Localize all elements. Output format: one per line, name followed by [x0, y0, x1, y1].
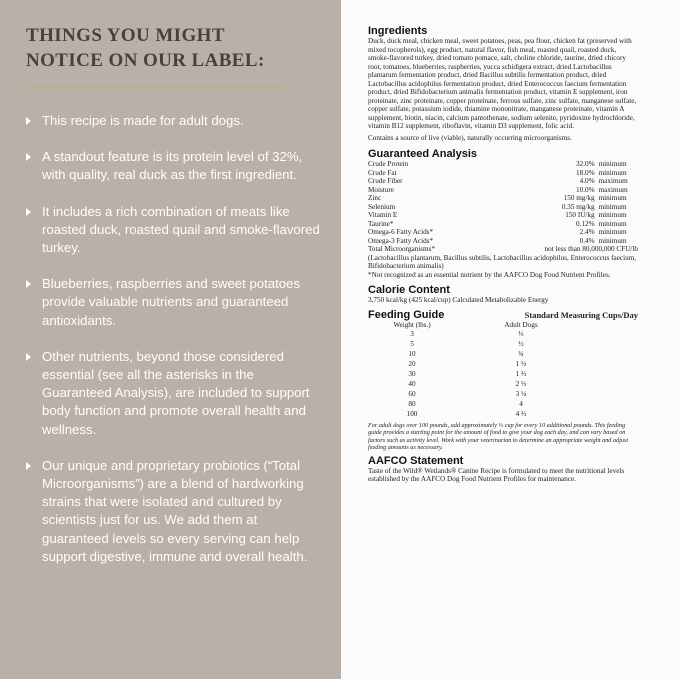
nutrient-qualifier: minimum — [598, 219, 627, 228]
nutrient-value: 0.12% — [576, 219, 595, 228]
bullet-item — [26, 112, 326, 130]
feeding-table — [368, 321, 638, 420]
cups-cell: 1 ⅓ — [515, 360, 527, 368]
ingredients-text: Duck, duck meal, chicken meal, sweet potatoes, peas, pea flour, chicken fat (preserved with mixed tocopherols), egg product, natural flavor, fish meal, roasted quail, roasted duck, smoke-flavored turkey, dried tomato pomace, salt, choline chloride, taurine, dried chicory root, tomatoes, blueberries, raspberries, yucca schidigera extract, dried Lactobacillus plantarum fermentation product, dried Bacillus subtilis fermentation product, dried Lactobacillus acidophilus fermentation product, dried Enterococcus faecium fermentation product, dried Bifidobacterium animalis fermentation product, vitamin E supplement, iron proteinate, zinc proteinate, copper proteinate, ferrous sulfate, zinc sulfate, manganese sulfate, copper sulfate, potassium iodide, thiamine mononitrate, manganese proteinate, vitamin A supplement, biotin, niacin, calcium pantothenate, sodium selenite, pyridoxine hydrochloride, vitamin B12 supplement, riboflavin, vitamin D3 supplement, folic acid. — [368, 37, 637, 130]
table-row — [368, 177, 638, 186]
table-row — [368, 409, 638, 419]
nutrient-qualifier: maximum — [598, 185, 628, 194]
cups-cell: 3 ¼ — [515, 390, 527, 398]
nutrient-value: 0.35 mg/kg — [561, 202, 595, 211]
live-microorganisms-note: Contains a source of live (viable), naturally occurring microorganisms. — [368, 133, 572, 142]
table-row — [368, 359, 638, 369]
weight-cell: 40 — [408, 380, 416, 388]
aafco-footnote: *Not recognized as an essential nutrient by the AAFCO Dog Food Nutrient Profiles. — [368, 270, 611, 279]
title-line-1: THINGS YOU MIGHT — [26, 25, 225, 46]
nutrient-qualifier: minimum — [598, 168, 627, 177]
triangle-bullet-icon — [26, 208, 31, 216]
bullet-text: Blueberries, raspberries and sweet potatoes provide valuable nutrients and guaranteed antioxidants. — [42, 276, 301, 328]
nutrient-value: 150 IU/kg — [565, 211, 595, 219]
bullet-item — [26, 148, 326, 184]
triangle-bullet-icon — [26, 280, 31, 288]
ingredients-heading: Ingredients — [368, 25, 428, 37]
nutrient-name: Zinc — [368, 194, 382, 202]
nutrient-value: 0.4% — [579, 236, 595, 245]
cups-cell: 4 ⅔ — [515, 410, 527, 418]
feeding-table-header — [368, 321, 638, 330]
bullet-text: A standout feature is its protein level of 32%, with quality, real duck as the first ingredient. — [42, 149, 303, 183]
bullet-item — [26, 275, 326, 330]
table-row — [368, 245, 638, 254]
table-row — [368, 160, 638, 169]
weight-cell: 30 — [408, 370, 416, 378]
nutrient-value: 32.0% — [576, 160, 595, 168]
table-row — [368, 379, 638, 389]
bullet-item — [26, 457, 326, 566]
nutrient-value: 150 mg/kg — [563, 194, 595, 202]
table-row — [368, 194, 638, 203]
triangle-bullet-icon — [26, 117, 31, 125]
weight-cell: 60 — [408, 390, 416, 398]
nutrient-name: Moisture — [368, 185, 394, 194]
nutrient-name: Taurine* — [368, 219, 394, 228]
nutrient-qualifier: minimum — [598, 160, 627, 168]
table-row — [368, 211, 638, 220]
weight-cell: 100 — [406, 410, 418, 418]
nutrient-name: Selenium — [368, 202, 396, 211]
cups-cell: ⅓ — [518, 330, 524, 338]
table-row — [368, 169, 638, 178]
table-row — [368, 369, 638, 379]
weight-cell: 10 — [408, 350, 416, 358]
table-row — [368, 203, 638, 212]
feeding-guide-heading: Feeding Guide — [368, 308, 445, 321]
nutrition-label — [341, 0, 679, 679]
nutrient-qualifier: minimum — [598, 211, 627, 219]
nutrient-qualifier: minimum — [598, 202, 627, 211]
table-row — [368, 389, 638, 399]
guaranteed-analysis-heading: Guaranteed Analysis — [368, 148, 478, 160]
guaranteed-analysis-table — [368, 160, 638, 254]
cups-cell: 2 ⅓ — [515, 380, 527, 388]
weight-cell: 80 — [408, 400, 416, 408]
bullet-item — [26, 348, 326, 439]
column-header-weight: Weight (lbs.) — [393, 320, 431, 329]
table-row — [368, 349, 638, 359]
calorie-heading: Calorie Content — [368, 284, 450, 296]
bullet-list — [26, 112, 326, 584]
nutrient-name: Omega-3 Fatty Acids* — [368, 236, 434, 245]
nutrient-qualifier: maximum — [598, 177, 628, 185]
table-row — [368, 329, 638, 339]
feeding-note: For adult dogs over 100 pounds, add approximately ⅓ cup for every 10 additional pounds. This feeding guide provides a starting point for the amount of food to give your dog each day, and can vary based on factors such as activity level. Work with your veterinarian to determine an appropriate weight and adjust feeding amounts as necessary. — [368, 422, 629, 452]
calorie-text: 3,750 kcal/kg (425 kcal/cup) Calculated Metabolizable Energy — [368, 296, 549, 304]
nutrient-value: 10.0% — [576, 185, 595, 194]
weight-cell: 5 — [410, 340, 414, 348]
panel-title — [26, 23, 326, 73]
nutrient-name: Crude Fat — [368, 168, 397, 177]
weight-cell: 20 — [408, 360, 416, 368]
nutrient-value: 18.0% — [576, 168, 595, 177]
label-content — [368, 25, 638, 484]
aafco-statement: Taste of the Wild® Wetlands® Canine Recipe is formulated to meet the nutritional levels established by the AAFCO Dog Food Nutrient Profiles for maintenance. — [368, 466, 625, 484]
table-row — [368, 220, 638, 229]
aafco-heading: AAFCO Statement — [368, 454, 464, 467]
cups-cell: ½ — [518, 340, 524, 348]
cups-cell: 4 — [519, 400, 523, 408]
table-row — [368, 186, 638, 195]
cups-cell: ¾ — [518, 350, 524, 358]
title-line-2: NOTICE ON OUR LABEL: — [26, 50, 265, 71]
nutrient-name: Crude Protein — [368, 160, 409, 168]
nutrient-qualifier: minimum — [598, 236, 627, 245]
title-divider — [26, 86, 286, 87]
bullet-text: Other nutrients, beyond those considered essential (see all the asterisks in the Guaranteed Analysis), are included to support body function and promote overall health and wellness. — [42, 348, 310, 437]
cups-cell: 1 ⅔ — [515, 370, 527, 378]
triangle-bullet-icon — [26, 462, 31, 470]
table-row — [368, 399, 638, 409]
bullet-text: Our unique and proprietary probiotics (“Total Microorganisms”) are a blend of hardworking strains that were isolated and cultured by scientists just for us. We add them at guaranteed levels so every serving can help support digestive, immune and overall health. — [42, 457, 308, 564]
bullet-text: This recipe is made for adult dogs. — [42, 113, 244, 128]
table-row — [368, 339, 638, 349]
weight-cell: 3 — [410, 330, 414, 338]
table-row — [368, 237, 638, 246]
bullet-item — [26, 203, 326, 258]
column-header-cups: Adult Dogs — [504, 320, 538, 329]
nutrient-qualifier: minimum — [598, 194, 627, 202]
nutrient-value: not less than 80,000,000 CFU/lb — [544, 245, 638, 253]
nutrient-name: Crude Fiber — [368, 177, 403, 185]
nutrient-name: Omega-6 Fatty Acids* — [368, 228, 434, 236]
nutrient-qualifier: minimum — [598, 228, 627, 236]
feeding-guide-subtitle: Standard Measuring Cups/Day — [524, 309, 638, 320]
bullet-text: It includes a rich combination of meats like roasted duck, roasted quail and smoke-flavored turkey. — [42, 203, 320, 256]
nutrient-name: Total Microorganisms* — [368, 245, 436, 253]
nutrient-value: 2.4% — [579, 228, 595, 236]
nutrient-name: Vitamin E — [368, 211, 398, 219]
nutrient-value: 4.0% — [579, 177, 595, 185]
table-row — [368, 228, 638, 237]
triangle-bullet-icon — [26, 353, 31, 361]
feeding-guide-header — [368, 309, 638, 321]
triangle-bullet-icon — [26, 153, 31, 161]
microorganism-strains: (Lactobacillus plantarum, Bacillus subtilis, Lactobacillus acidophilus, Enterococcus faecium, Bifidobacterium animalis) — [368, 253, 637, 270]
